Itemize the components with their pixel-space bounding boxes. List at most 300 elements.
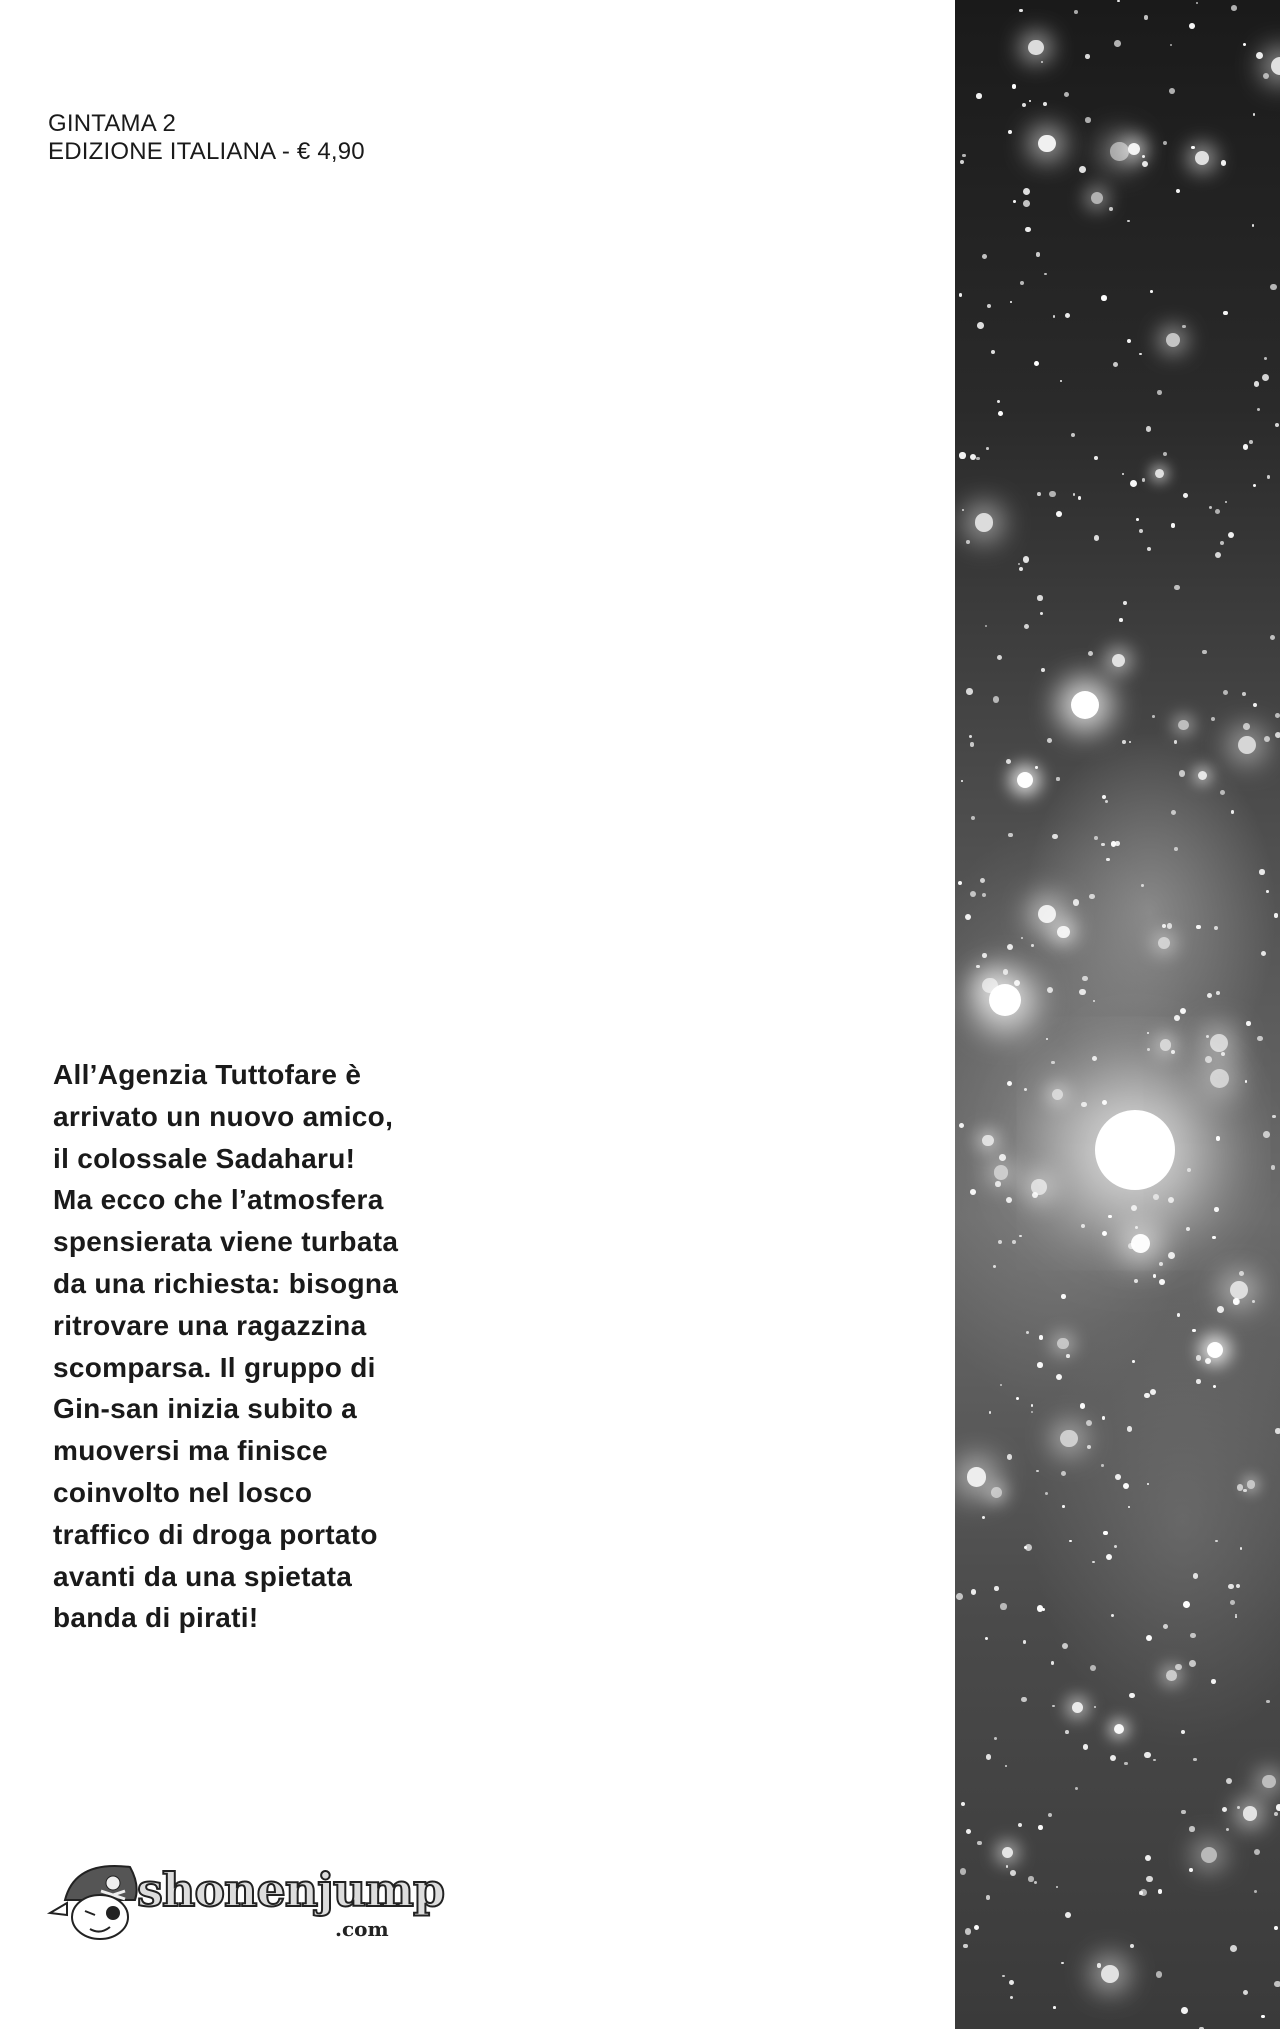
star [1189, 23, 1195, 29]
star [1189, 1826, 1194, 1831]
synopsis-line: Ma ecco che l’atmosfera [53, 1184, 384, 1216]
star [1274, 1981, 1280, 1988]
star [1024, 1088, 1027, 1091]
star [1195, 151, 1209, 165]
star [1019, 1235, 1021, 1237]
star [1040, 612, 1044, 616]
star [1221, 160, 1227, 166]
star [1035, 766, 1037, 768]
star [1209, 506, 1212, 509]
star [956, 1593, 963, 1600]
star [1245, 1080, 1248, 1083]
star [1193, 1573, 1198, 1578]
star [1196, 1355, 1202, 1361]
star [1049, 491, 1055, 497]
star [1010, 1870, 1016, 1876]
star [1144, 1393, 1150, 1399]
synopsis-line: arrivato un nuovo amico, [53, 1100, 394, 1132]
star [1212, 1236, 1215, 1239]
star [993, 696, 999, 702]
star [1037, 492, 1041, 496]
star [1175, 1664, 1181, 1670]
star [977, 1841, 982, 1846]
star [1168, 1252, 1175, 1259]
star [1075, 1787, 1078, 1790]
star [1110, 142, 1128, 160]
star [1189, 1660, 1196, 1667]
star [1019, 9, 1022, 12]
star [1056, 777, 1059, 780]
star [1114, 1724, 1124, 1734]
star [998, 1240, 1002, 1244]
star [1226, 1778, 1232, 1784]
star [1217, 1306, 1224, 1313]
star [1196, 2, 1198, 4]
star [1252, 1300, 1255, 1303]
star [1186, 1227, 1191, 1232]
star [1112, 654, 1125, 667]
star [1274, 1926, 1278, 1930]
star [1230, 1600, 1235, 1605]
star [1061, 1294, 1066, 1299]
star [959, 293, 962, 296]
star [1114, 1545, 1117, 1548]
star [1020, 281, 1024, 285]
star [1092, 1561, 1095, 1564]
star [1216, 1136, 1220, 1140]
star [1198, 771, 1207, 780]
star [1191, 146, 1194, 149]
star [1157, 390, 1162, 395]
star [1160, 1039, 1172, 1051]
star [1176, 189, 1180, 193]
star [1010, 301, 1012, 303]
star [1264, 357, 1267, 360]
star [1205, 1056, 1212, 1063]
star [1253, 703, 1257, 707]
star [995, 1181, 1000, 1186]
star [1094, 836, 1098, 840]
star [1243, 1990, 1248, 1995]
star [1181, 2007, 1188, 2014]
star [1150, 290, 1153, 293]
star [1169, 88, 1175, 94]
star [1002, 1975, 1005, 1978]
star [1128, 1243, 1134, 1249]
star [1139, 353, 1141, 355]
star [1065, 313, 1070, 318]
star [1171, 1050, 1175, 1054]
star [1038, 1825, 1043, 1830]
pirate-mascot-icon [45, 1855, 145, 1950]
star [1261, 2015, 1265, 2019]
star [1024, 624, 1029, 629]
star [1085, 54, 1089, 58]
bright-star [1095, 1110, 1175, 1190]
star [985, 625, 987, 627]
star [1039, 1335, 1044, 1340]
star [1225, 501, 1227, 503]
star [1211, 1679, 1216, 1684]
star [963, 1944, 967, 1948]
star [1254, 381, 1259, 386]
star [1134, 1279, 1138, 1283]
star [976, 457, 979, 460]
star [1127, 339, 1131, 343]
star [1183, 493, 1188, 498]
star [1008, 833, 1013, 838]
star [1102, 1416, 1106, 1420]
star [1276, 1804, 1280, 1811]
star [1215, 1540, 1218, 1543]
star [1091, 192, 1103, 204]
star [1021, 937, 1023, 939]
star [1062, 1643, 1068, 1649]
star [1038, 905, 1057, 924]
star [1202, 650, 1206, 654]
star [1103, 1531, 1107, 1535]
star [1128, 143, 1140, 155]
star [1048, 1813, 1052, 1817]
star [1249, 440, 1253, 444]
star [1062, 1505, 1064, 1507]
star [1239, 1271, 1244, 1276]
star [1101, 1965, 1119, 1983]
star [1275, 423, 1279, 427]
synopsis-line: coinvolto nel losco [53, 1476, 313, 1508]
star [1259, 869, 1264, 874]
star [1211, 717, 1215, 721]
star [1097, 1963, 1101, 1967]
star [1131, 1205, 1137, 1211]
star [1083, 1744, 1088, 1749]
star [1270, 635, 1275, 640]
star [1023, 1640, 1027, 1644]
star [1210, 1069, 1229, 1088]
star [962, 154, 965, 157]
star [1061, 1962, 1064, 1965]
star [969, 735, 972, 738]
star [1109, 207, 1113, 211]
star [1031, 1179, 1047, 1195]
star [1111, 841, 1116, 846]
star [1044, 273, 1046, 275]
star [1216, 991, 1220, 995]
star [1023, 188, 1030, 195]
star [1147, 1032, 1149, 1034]
star [1037, 1605, 1044, 1612]
star [1178, 720, 1189, 731]
star [1086, 1420, 1092, 1426]
star [1014, 980, 1020, 986]
book-title: GINTAMA 2 [48, 110, 177, 137]
star [994, 1586, 999, 1591]
star [962, 509, 964, 511]
star [1253, 113, 1255, 115]
star [1079, 989, 1086, 996]
star [1128, 1506, 1130, 1508]
star [1006, 1865, 1008, 1867]
star [1052, 834, 1058, 840]
star [1220, 541, 1224, 545]
star [966, 688, 972, 694]
star [1163, 1624, 1168, 1629]
synopsis-line: All’Agenzia Tuttofare è [53, 1059, 362, 1090]
star [1135, 1226, 1138, 1229]
star [1045, 1492, 1048, 1495]
star [1047, 987, 1054, 994]
star [1256, 52, 1263, 59]
star [1183, 1601, 1190, 1608]
star [1130, 480, 1137, 487]
star [1231, 5, 1237, 11]
star [1270, 284, 1277, 291]
star [1034, 361, 1039, 366]
synopsis-line: il colossale Sadaharu! [53, 1142, 356, 1174]
star [1162, 924, 1166, 928]
star [1051, 1661, 1055, 1665]
star [1041, 668, 1045, 672]
star [1102, 1100, 1107, 1105]
star [1007, 944, 1013, 950]
star [1106, 1554, 1112, 1560]
star [1036, 1470, 1039, 1473]
star [1060, 1430, 1078, 1448]
star [1057, 1338, 1069, 1350]
star [1156, 1971, 1163, 1978]
star [1147, 1048, 1150, 1051]
star [1272, 1115, 1276, 1119]
star [1235, 1616, 1237, 1618]
star [970, 1189, 976, 1195]
star [1192, 1329, 1196, 1333]
star [1006, 759, 1011, 764]
star [1221, 1052, 1225, 1056]
star [976, 965, 980, 969]
star [1136, 518, 1139, 521]
bright-star [1207, 1342, 1223, 1358]
star [1228, 1584, 1233, 1589]
star [1153, 1759, 1156, 1762]
star [1174, 585, 1180, 591]
star [1275, 1428, 1280, 1434]
star [1159, 1279, 1165, 1285]
star [1037, 1362, 1043, 1368]
star [1174, 847, 1178, 851]
star [960, 160, 964, 164]
star [1036, 252, 1040, 256]
star [1101, 1464, 1104, 1467]
star [1129, 741, 1131, 743]
star [1182, 325, 1186, 329]
star [1213, 1385, 1216, 1388]
star [1013, 200, 1016, 203]
synopsis-line: traffico di droga portato [53, 1518, 378, 1550]
star [1231, 810, 1235, 814]
star [1115, 1474, 1121, 1480]
star [974, 1925, 979, 1930]
star [1092, 1056, 1097, 1061]
star [1253, 484, 1256, 487]
star [982, 1135, 993, 1146]
star [1146, 1635, 1152, 1641]
star [1177, 1313, 1180, 1316]
star [1023, 556, 1030, 563]
star [1223, 690, 1228, 695]
star [1147, 1483, 1149, 1485]
star [1174, 1015, 1180, 1021]
star [1079, 166, 1086, 173]
star [1093, 1000, 1095, 1002]
star [1158, 937, 1170, 949]
star [1007, 1081, 1012, 1086]
star [1153, 1194, 1159, 1200]
star [997, 400, 1000, 403]
star [1142, 161, 1148, 167]
star [1267, 475, 1270, 478]
star [1025, 227, 1031, 233]
star [994, 1165, 1009, 1180]
star [1171, 810, 1176, 815]
star [1146, 1876, 1153, 1883]
star [1242, 692, 1246, 696]
star [1087, 1445, 1092, 1450]
star [1065, 1730, 1069, 1734]
star [986, 1754, 991, 1759]
star [1081, 1102, 1086, 1107]
star [1061, 1471, 1066, 1476]
star [1018, 563, 1020, 565]
star [1145, 1855, 1151, 1861]
star [1246, 1021, 1250, 1025]
star [1266, 890, 1269, 893]
star [1053, 2006, 1056, 2009]
star [961, 1802, 965, 1806]
star [1034, 1881, 1037, 1884]
star [1237, 1806, 1240, 1809]
star [1166, 1670, 1177, 1681]
star [1261, 951, 1266, 956]
star [998, 411, 1003, 416]
star [1196, 1379, 1201, 1384]
star [1155, 469, 1164, 478]
star [1037, 595, 1042, 600]
star [1127, 220, 1130, 223]
star [1041, 61, 1043, 63]
synopsis-line: da una richiesta: bisogna [53, 1267, 399, 1299]
synopsis-line: muoversi ma finisce [53, 1435, 328, 1467]
star [1081, 1224, 1085, 1228]
edition-price: EDIZIONE ITALIANA - € 4,90 [48, 138, 365, 165]
star [976, 93, 981, 98]
star [1031, 944, 1034, 947]
starfield-image [955, 0, 1280, 2029]
star [1171, 523, 1175, 527]
star [1007, 1454, 1013, 1460]
star [966, 1829, 971, 1834]
star [1101, 843, 1104, 846]
star [1179, 770, 1186, 777]
star [1012, 1240, 1016, 1244]
star [967, 1467, 987, 1487]
star [1000, 1603, 1006, 1609]
star [1215, 509, 1220, 514]
star [971, 1589, 976, 1594]
star [1201, 1847, 1217, 1863]
star [1196, 925, 1200, 929]
star [1052, 1089, 1063, 1100]
star [1132, 1360, 1135, 1363]
star [986, 447, 989, 450]
star [1119, 618, 1123, 622]
star [1146, 426, 1151, 431]
star [1117, 0, 1119, 2]
star [1022, 103, 1026, 107]
star [1144, 1752, 1151, 1759]
synopsis-line: avanti da una spietata [53, 1560, 353, 1592]
star [982, 1516, 985, 1519]
star [1094, 456, 1098, 460]
star [1085, 117, 1091, 123]
star [985, 1637, 988, 1640]
star [1193, 1758, 1197, 1762]
star [1090, 1665, 1096, 1671]
star [1170, 44, 1172, 46]
star [1122, 740, 1126, 744]
star [1129, 1693, 1134, 1698]
star [1111, 1614, 1114, 1617]
star [1123, 601, 1127, 605]
star [980, 878, 985, 883]
star [982, 893, 986, 897]
star [1065, 1912, 1071, 1918]
synopsis-line: scomparsa. Il gruppo di [53, 1351, 376, 1383]
star [1008, 130, 1012, 134]
star [1254, 1849, 1260, 1855]
star [1052, 1705, 1054, 1707]
star [1021, 1697, 1026, 1702]
star [1163, 452, 1168, 457]
star [1153, 1274, 1156, 1277]
star [1226, 1828, 1229, 1831]
shonenjump-logo [45, 1855, 475, 1950]
star [1016, 1397, 1019, 1400]
star [1167, 923, 1173, 929]
star [1235, 1614, 1237, 1616]
bright-star [989, 984, 1021, 1016]
star [1214, 1207, 1219, 1212]
star [1071, 433, 1075, 437]
star [1102, 795, 1106, 799]
star [1140, 1889, 1147, 1896]
star [991, 350, 995, 354]
star [1243, 1489, 1246, 1492]
star [959, 452, 965, 458]
star [982, 254, 987, 259]
star [1057, 926, 1070, 939]
star [966, 540, 970, 544]
star [1018, 1823, 1022, 1827]
star [1174, 740, 1177, 743]
star [1064, 92, 1070, 98]
star [1108, 1215, 1112, 1219]
star [1105, 800, 1109, 804]
star [1082, 976, 1088, 982]
star [1053, 315, 1055, 317]
star [1243, 444, 1248, 449]
star [1257, 1036, 1262, 1041]
star [1006, 1197, 1013, 1204]
